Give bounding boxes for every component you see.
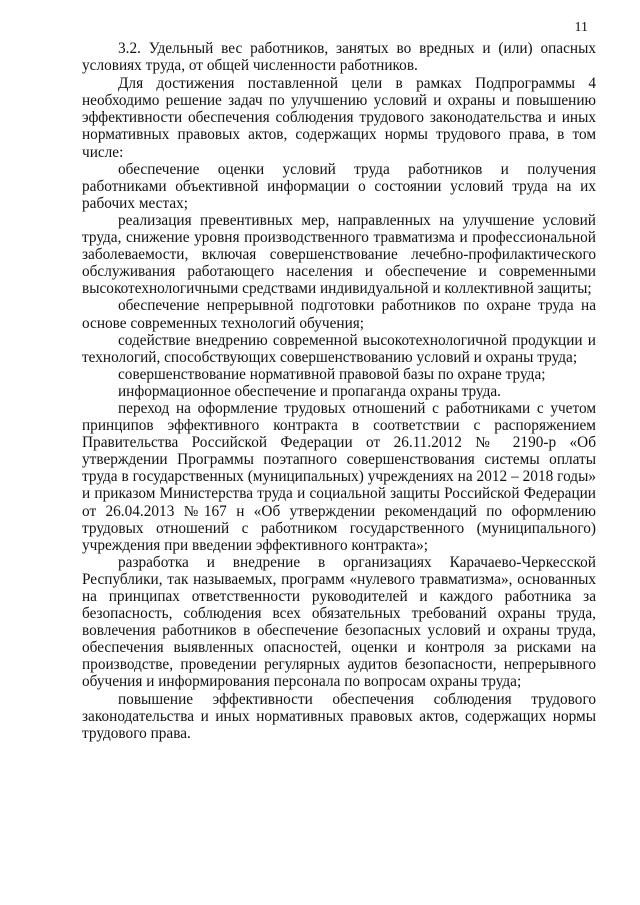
paragraph-task-3: обеспечение непрерывной подготовки работников по охране труда на основе современных технологий обучения;	[82, 297, 596, 332]
paragraph-task-1: обеспечение оценки условий труда работников и получения работниками объективной информации о состоянии условий труда на их рабочих местах;	[82, 160, 596, 212]
paragraph-task-8: разработка и внедрение в организациях Карачаево-Черкесской Республики, так называемых, программ «нулевого травматизма», основанных на принципах ответственности руководителей и каждого работника за безопасность, соблюдения всех обязательных требований охраны труда, вовлечения работников в обеспечение безопасных условий и охраны труда, обеспечения выявленных опасностей, оценки и контроля за рисками на производстве, проведении регулярных аудитов безопасности, непрерывного обучения и информирования персонала по вопросам охраны труда;	[82, 553, 596, 691]
paragraph-indicator: 3.2. Удельный вес работников, занятых во вредных и (или) опасных условиях труда, от общей численности работников.	[82, 40, 596, 75]
paragraph-task-9: повышение эффективности обеспечения соблюдения трудового законодательства и иных нормативных правовых актов, содержащих нормы трудового права.	[82, 690, 596, 742]
paragraph-intro: Для достижения поставленной цели в рамках Подпрограммы 4 необходимо решение задач по улучшению условий и охраны и повышению эффективности обеспечения соблюдения трудового законодательства и иных нормативных правовых актов, содержащих нормы трудового права, в том числе:	[82, 75, 596, 161]
page-number: 11	[574, 20, 588, 35]
document-body	[82, 40, 596, 742]
paragraph-task-6: информационное обеспечение и пропаганда охраны труда.	[118, 382, 501, 400]
paragraph-task-7: переход на оформление трудовых отношений с работниками с учетом принципов эффективного контракта в соответствии с распоряжением Правительства Российской Федерации от 26.11.2012 № 2190-р «Об утверждении Программы поэтапного совершенствования системы оплаты труда в государственных (муниципальных) учреждениях на 2012 – 2018 годы» и приказом Министерства труда и социальной защиты Российской Федерации от 26.04.2013 №167 н «Об утверждении рекомендаций по оформлению трудовых отношений с работником государственного (муниципального) учреждения при введении эффективного контракта»;	[82, 399, 596, 554]
paragraph-task-2: реализация превентивных мер, направленных на улучшение условий труда, снижение уровня производственного травматизма и профессиональной заболеваемости, включая совершенствование лечебно-профилактического обслуживания работающего населения и обеспечение и современными высокотехнологичными средствами индивидуальной и коллективной защиты;	[82, 211, 596, 298]
paragraph-task-4: содействие внедрению современной высокотехнологичной продукции и технологий, способствующих совершенствованию условий и охраны труда;	[82, 331, 596, 366]
paragraph-task-5: совершенствование нормативной правовой базы по охране труда;	[118, 365, 546, 383]
